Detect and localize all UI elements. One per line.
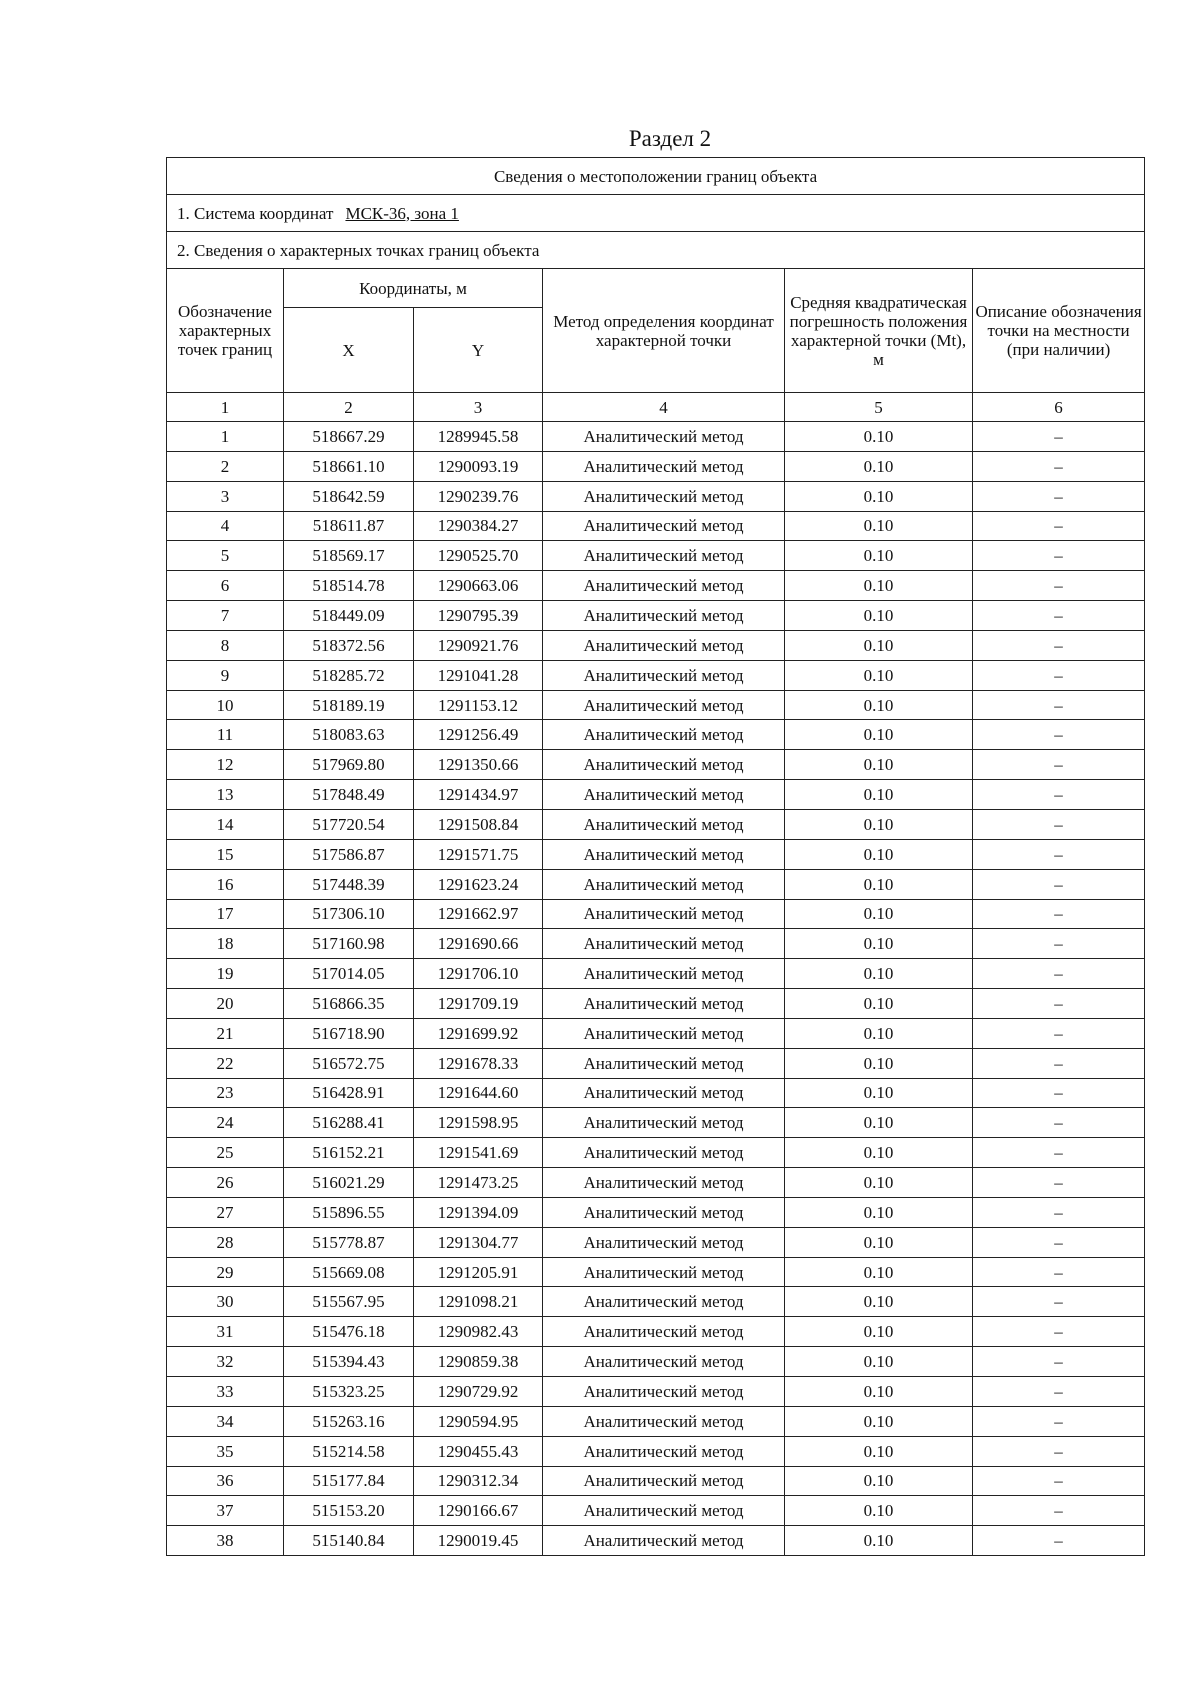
point-id-cell: 4 xyxy=(167,511,284,541)
table-row xyxy=(167,1526,1145,1556)
error-cell: 0.10 xyxy=(785,541,973,571)
description-cell: – xyxy=(973,1287,1145,1317)
error-cell: 0.10 xyxy=(785,750,973,780)
description-cell: – xyxy=(973,1108,1145,1138)
error-cell: 0.10 xyxy=(785,869,973,899)
header-method: Метод определения координат характерной точки xyxy=(543,269,785,393)
x-coord-cell: 515263.16 xyxy=(284,1406,414,1436)
x-coord-cell: 515669.08 xyxy=(284,1257,414,1287)
y-coord-cell: 1291644.60 xyxy=(414,1078,543,1108)
point-id-cell: 19 xyxy=(167,959,284,989)
x-coord-cell: 515153.20 xyxy=(284,1496,414,1526)
y-coord-cell: 1291699.92 xyxy=(414,1018,543,1048)
point-id-cell: 8 xyxy=(167,630,284,660)
method-cell: Аналитический метод xyxy=(543,690,785,720)
description-cell: – xyxy=(973,1048,1145,1078)
y-coord-cell: 1290663.06 xyxy=(414,571,543,601)
error-cell: 0.10 xyxy=(785,1018,973,1048)
y-coord-cell: 1291394.09 xyxy=(414,1197,543,1227)
table-row xyxy=(167,809,1145,839)
y-coord-cell: 1290525.70 xyxy=(414,541,543,571)
x-coord-cell: 516718.90 xyxy=(284,1018,414,1048)
table-row xyxy=(167,1257,1145,1287)
point-id-cell: 17 xyxy=(167,899,284,929)
point-id-cell: 10 xyxy=(167,690,284,720)
y-coord-cell: 1291508.84 xyxy=(414,809,543,839)
error-cell: 0.10 xyxy=(785,1287,973,1317)
point-id-cell: 6 xyxy=(167,571,284,601)
error-cell: 0.10 xyxy=(785,929,973,959)
method-cell: Аналитический метод xyxy=(543,601,785,631)
error-cell: 0.10 xyxy=(785,601,973,631)
method-cell: Аналитический метод xyxy=(543,1197,785,1227)
error-cell: 0.10 xyxy=(785,660,973,690)
method-cell: Аналитический метод xyxy=(543,1496,785,1526)
method-cell: Аналитический метод xyxy=(543,1317,785,1347)
table-row xyxy=(167,1377,1145,1407)
y-coord-cell: 1290594.95 xyxy=(414,1406,543,1436)
description-cell: – xyxy=(973,1197,1145,1227)
x-coord-cell: 517448.39 xyxy=(284,869,414,899)
table-row xyxy=(167,690,1145,720)
description-cell: – xyxy=(973,1347,1145,1377)
y-coord-cell: 1290729.92 xyxy=(414,1377,543,1407)
point-id-cell: 3 xyxy=(167,481,284,511)
point-id-cell: 18 xyxy=(167,929,284,959)
point-id-cell: 30 xyxy=(167,1287,284,1317)
point-id-cell: 13 xyxy=(167,780,284,810)
method-cell: Аналитический метод xyxy=(543,959,785,989)
error-cell: 0.10 xyxy=(785,1078,973,1108)
header-error: Средняя квадратическая погрешность положения характерной точки (Mt), м xyxy=(785,269,973,393)
method-cell: Аналитический метод xyxy=(543,1048,785,1078)
description-cell: – xyxy=(973,1257,1145,1287)
table-row xyxy=(167,571,1145,601)
banner-title: Сведения о местоположении границ объекта xyxy=(167,158,1145,195)
error-cell: 0.10 xyxy=(785,720,973,750)
x-coord-cell: 517586.87 xyxy=(284,839,414,869)
error-cell: 0.10 xyxy=(785,1227,973,1257)
y-coord-cell: 1289945.58 xyxy=(414,422,543,452)
y-coord-cell: 1290312.34 xyxy=(414,1466,543,1496)
method-cell: Аналитический метод xyxy=(543,989,785,1019)
point-id-cell: 9 xyxy=(167,660,284,690)
method-cell: Аналитический метод xyxy=(543,899,785,929)
description-cell: – xyxy=(973,809,1145,839)
error-cell: 0.10 xyxy=(785,1197,973,1227)
table-row xyxy=(167,541,1145,571)
x-coord-cell: 515778.87 xyxy=(284,1227,414,1257)
y-coord-cell: 1290093.19 xyxy=(414,451,543,481)
x-coord-cell: 516866.35 xyxy=(284,989,414,1019)
point-id-cell: 12 xyxy=(167,750,284,780)
y-coord-cell: 1290795.39 xyxy=(414,601,543,631)
column-number: 1 xyxy=(167,393,284,422)
method-cell: Аналитический метод xyxy=(543,869,785,899)
y-coord-cell: 1290921.76 xyxy=(414,630,543,660)
x-coord-cell: 516021.29 xyxy=(284,1168,414,1198)
table-row xyxy=(167,451,1145,481)
error-cell: 0.10 xyxy=(785,690,973,720)
method-cell: Аналитический метод xyxy=(543,1377,785,1407)
description-cell: – xyxy=(973,1526,1145,1556)
point-id-cell: 26 xyxy=(167,1168,284,1198)
x-coord-cell: 515214.58 xyxy=(284,1436,414,1466)
table-row xyxy=(167,1466,1145,1496)
x-coord-cell: 516428.91 xyxy=(284,1078,414,1108)
point-id-cell: 2 xyxy=(167,451,284,481)
point-id-cell: 22 xyxy=(167,1048,284,1078)
point-id-cell: 34 xyxy=(167,1406,284,1436)
point-id-cell: 37 xyxy=(167,1496,284,1526)
header-coords: Координаты, м xyxy=(284,269,543,308)
point-id-cell: 21 xyxy=(167,1018,284,1048)
point-id-cell: 15 xyxy=(167,839,284,869)
method-cell: Аналитический метод xyxy=(543,630,785,660)
x-coord-cell: 517848.49 xyxy=(284,780,414,810)
error-cell: 0.10 xyxy=(785,1108,973,1138)
method-cell: Аналитический метод xyxy=(543,1168,785,1198)
y-coord-cell: 1291098.21 xyxy=(414,1287,543,1317)
description-cell: – xyxy=(973,869,1145,899)
y-coord-cell: 1291473.25 xyxy=(414,1168,543,1198)
table-row xyxy=(167,1078,1145,1108)
y-coord-cell: 1291571.75 xyxy=(414,839,543,869)
error-cell: 0.10 xyxy=(785,959,973,989)
point-id-cell: 29 xyxy=(167,1257,284,1287)
column-number: 6 xyxy=(973,393,1145,422)
y-coord-cell: 1290982.43 xyxy=(414,1317,543,1347)
x-coord-cell: 515140.84 xyxy=(284,1526,414,1556)
y-coord-cell: 1291205.91 xyxy=(414,1257,543,1287)
method-cell: Аналитический метод xyxy=(543,1018,785,1048)
point-id-cell: 16 xyxy=(167,869,284,899)
table-row xyxy=(167,1227,1145,1257)
error-cell: 0.10 xyxy=(785,1168,973,1198)
coord-system-value: МСК-36, зона 1 xyxy=(345,203,459,223)
error-cell: 0.10 xyxy=(785,1466,973,1496)
y-coord-cell: 1291256.49 xyxy=(414,720,543,750)
description-cell: – xyxy=(973,1377,1145,1407)
method-cell: Аналитический метод xyxy=(543,1466,785,1496)
y-coord-cell: 1291678.33 xyxy=(414,1048,543,1078)
table-row xyxy=(167,959,1145,989)
y-coord-cell: 1291434.97 xyxy=(414,780,543,810)
description-cell: – xyxy=(973,1168,1145,1198)
error-cell: 0.10 xyxy=(785,899,973,929)
method-cell: Аналитический метод xyxy=(543,1436,785,1466)
column-number: 3 xyxy=(414,393,543,422)
method-cell: Аналитический метод xyxy=(543,511,785,541)
description-cell: – xyxy=(973,1406,1145,1436)
point-id-cell: 32 xyxy=(167,1347,284,1377)
error-cell: 0.10 xyxy=(785,630,973,660)
description-cell: – xyxy=(973,899,1145,929)
method-cell: Аналитический метод xyxy=(543,809,785,839)
x-coord-cell: 518449.09 xyxy=(284,601,414,631)
method-cell: Аналитический метод xyxy=(543,780,785,810)
y-coord-cell: 1291350.66 xyxy=(414,750,543,780)
y-coord-cell: 1291706.10 xyxy=(414,959,543,989)
y-coord-cell: 1291153.12 xyxy=(414,690,543,720)
x-coord-cell: 518083.63 xyxy=(284,720,414,750)
table-row xyxy=(167,601,1145,631)
description-cell: – xyxy=(973,541,1145,571)
table-row xyxy=(167,1406,1145,1436)
point-id-cell: 28 xyxy=(167,1227,284,1257)
point-id-cell: 35 xyxy=(167,1436,284,1466)
y-coord-cell: 1291598.95 xyxy=(414,1108,543,1138)
table-row xyxy=(167,750,1145,780)
error-cell: 0.10 xyxy=(785,1526,973,1556)
method-cell: Аналитический метод xyxy=(543,660,785,690)
x-coord-cell: 518285.72 xyxy=(284,660,414,690)
column-number: 2 xyxy=(284,393,414,422)
x-coord-cell: 517014.05 xyxy=(284,959,414,989)
point-id-cell: 24 xyxy=(167,1108,284,1138)
y-coord-cell: 1290859.38 xyxy=(414,1347,543,1377)
point-id-cell: 27 xyxy=(167,1197,284,1227)
method-cell: Аналитический метод xyxy=(543,750,785,780)
y-coord-cell: 1291623.24 xyxy=(414,869,543,899)
method-cell: Аналитический метод xyxy=(543,1108,785,1138)
error-cell: 0.10 xyxy=(785,989,973,1019)
point-id-cell: 20 xyxy=(167,989,284,1019)
method-cell: Аналитический метод xyxy=(543,1227,785,1257)
y-coord-cell: 1291304.77 xyxy=(414,1227,543,1257)
table-row xyxy=(167,422,1145,452)
header-row-1 xyxy=(167,269,1145,308)
table-row xyxy=(167,1347,1145,1377)
description-cell: – xyxy=(973,1018,1145,1048)
description-cell: – xyxy=(973,839,1145,869)
x-coord-cell: 517969.80 xyxy=(284,750,414,780)
x-coord-cell: 515323.25 xyxy=(284,1377,414,1407)
y-coord-cell: 1291709.19 xyxy=(414,989,543,1019)
table-row xyxy=(167,630,1145,660)
table-row xyxy=(167,1138,1145,1168)
table-row xyxy=(167,1436,1145,1466)
y-coord-cell: 1291690.66 xyxy=(414,929,543,959)
description-cell: – xyxy=(973,690,1145,720)
point-id-cell: 25 xyxy=(167,1138,284,1168)
error-cell: 0.10 xyxy=(785,1436,973,1466)
method-cell: Аналитический метод xyxy=(543,929,785,959)
description-cell: – xyxy=(973,989,1145,1019)
method-cell: Аналитический метод xyxy=(543,1257,785,1287)
description-cell: – xyxy=(973,660,1145,690)
y-coord-cell: 1291662.97 xyxy=(414,899,543,929)
column-number: 4 xyxy=(543,393,785,422)
point-id-cell: 14 xyxy=(167,809,284,839)
description-cell: – xyxy=(973,959,1145,989)
description-cell: – xyxy=(973,1227,1145,1257)
description-cell: – xyxy=(973,929,1145,959)
point-id-cell: 38 xyxy=(167,1526,284,1556)
point-id-cell: 33 xyxy=(167,1377,284,1407)
description-cell: – xyxy=(973,1138,1145,1168)
header-y: Y xyxy=(414,308,543,393)
error-cell: 0.10 xyxy=(785,451,973,481)
error-cell: 0.10 xyxy=(785,1406,973,1436)
method-cell: Аналитический метод xyxy=(543,720,785,750)
x-coord-cell: 518661.10 xyxy=(284,451,414,481)
table-row xyxy=(167,511,1145,541)
coord-system-label: 1. Система координат xyxy=(177,203,334,223)
table-row xyxy=(167,481,1145,511)
description-cell: – xyxy=(973,780,1145,810)
table-row xyxy=(167,1287,1145,1317)
y-coord-cell: 1290019.45 xyxy=(414,1526,543,1556)
description-cell: – xyxy=(973,451,1145,481)
error-cell: 0.10 xyxy=(785,511,973,541)
table-row xyxy=(167,1317,1145,1347)
error-cell: 0.10 xyxy=(785,1377,973,1407)
method-cell: Аналитический метод xyxy=(543,541,785,571)
header-point-id: Обозначение характерных точек границ xyxy=(167,269,284,393)
table-row xyxy=(167,899,1145,929)
table-row xyxy=(167,660,1145,690)
error-cell: 0.10 xyxy=(785,1257,973,1287)
points-heading: 2. Сведения о характерных точках границ объекта xyxy=(167,232,1145,269)
description-cell: – xyxy=(973,720,1145,750)
method-cell: Аналитический метод xyxy=(543,1138,785,1168)
table-row xyxy=(167,869,1145,899)
error-cell: 0.10 xyxy=(785,839,973,869)
x-coord-cell: 517160.98 xyxy=(284,929,414,959)
x-coord-cell: 518189.19 xyxy=(284,690,414,720)
x-coord-cell: 518372.56 xyxy=(284,630,414,660)
x-coord-cell: 515177.84 xyxy=(284,1466,414,1496)
table-row xyxy=(167,929,1145,959)
point-id-cell: 1 xyxy=(167,422,284,452)
x-coord-cell: 515567.95 xyxy=(284,1287,414,1317)
x-coord-cell: 515394.43 xyxy=(284,1347,414,1377)
coord-system-row xyxy=(167,195,1145,232)
error-cell: 0.10 xyxy=(785,1347,973,1377)
error-cell: 0.10 xyxy=(785,809,973,839)
column-number-row xyxy=(167,393,1145,422)
column-number: 5 xyxy=(785,393,973,422)
section-title: Раздел 2 xyxy=(628,126,712,151)
table-row xyxy=(167,1197,1145,1227)
point-id-cell: 31 xyxy=(167,1317,284,1347)
x-coord-cell: 517720.54 xyxy=(284,809,414,839)
y-coord-cell: 1291041.28 xyxy=(414,660,543,690)
error-cell: 0.10 xyxy=(785,1048,973,1078)
x-coord-cell: 515476.18 xyxy=(284,1317,414,1347)
table-row xyxy=(167,839,1145,869)
method-cell: Аналитический метод xyxy=(543,1347,785,1377)
table-row xyxy=(167,1496,1145,1526)
table-row xyxy=(167,1048,1145,1078)
method-cell: Аналитический метод xyxy=(543,451,785,481)
error-cell: 0.10 xyxy=(785,1317,973,1347)
x-coord-cell: 516572.75 xyxy=(284,1048,414,1078)
banner-row xyxy=(167,158,1145,195)
x-coord-cell: 518642.59 xyxy=(284,481,414,511)
method-cell: Аналитический метод xyxy=(543,1526,785,1556)
x-coord-cell: 515896.55 xyxy=(284,1197,414,1227)
method-cell: Аналитический метод xyxy=(543,1287,785,1317)
method-cell: Аналитический метод xyxy=(543,1078,785,1108)
y-coord-cell: 1291541.69 xyxy=(414,1138,543,1168)
error-cell: 0.10 xyxy=(785,780,973,810)
x-coord-cell: 518667.29 xyxy=(284,422,414,452)
description-cell: – xyxy=(973,481,1145,511)
y-coord-cell: 1290239.76 xyxy=(414,481,543,511)
description-cell: – xyxy=(973,601,1145,631)
description-cell: – xyxy=(973,1466,1145,1496)
method-cell: Аналитический метод xyxy=(543,1406,785,1436)
error-cell: 0.10 xyxy=(785,481,973,511)
description-cell: – xyxy=(973,750,1145,780)
y-coord-cell: 1290455.43 xyxy=(414,1436,543,1466)
method-cell: Аналитический метод xyxy=(543,481,785,511)
description-cell: – xyxy=(973,1317,1145,1347)
points-table-body xyxy=(167,422,1145,1556)
method-cell: Аналитический метод xyxy=(543,839,785,869)
boundary-table xyxy=(166,157,1145,1556)
description-cell: – xyxy=(973,571,1145,601)
x-coord-cell: 516288.41 xyxy=(284,1108,414,1138)
description-cell: – xyxy=(973,422,1145,452)
method-cell: Аналитический метод xyxy=(543,422,785,452)
table-row xyxy=(167,989,1145,1019)
description-cell: – xyxy=(973,1496,1145,1526)
table-row xyxy=(167,1168,1145,1198)
error-cell: 0.10 xyxy=(785,422,973,452)
point-id-cell: 11 xyxy=(167,720,284,750)
x-coord-cell: 517306.10 xyxy=(284,899,414,929)
description-cell: – xyxy=(973,511,1145,541)
point-id-cell: 36 xyxy=(167,1466,284,1496)
point-id-cell: 23 xyxy=(167,1078,284,1108)
points-heading-row xyxy=(167,232,1145,269)
description-cell: – xyxy=(973,1078,1145,1108)
error-cell: 0.10 xyxy=(785,1496,973,1526)
table-row xyxy=(167,720,1145,750)
method-cell: Аналитический метод xyxy=(543,571,785,601)
x-coord-cell: 518514.78 xyxy=(284,571,414,601)
error-cell: 0.10 xyxy=(785,1138,973,1168)
table-row xyxy=(167,1108,1145,1138)
header-x: X xyxy=(284,308,414,393)
x-coord-cell: 516152.21 xyxy=(284,1138,414,1168)
error-cell: 0.10 xyxy=(785,571,973,601)
y-coord-cell: 1290384.27 xyxy=(414,511,543,541)
description-cell: – xyxy=(973,630,1145,660)
y-coord-cell: 1290166.67 xyxy=(414,1496,543,1526)
x-coord-cell: 518611.87 xyxy=(284,511,414,541)
table-row xyxy=(167,1018,1145,1048)
description-cell: – xyxy=(973,1436,1145,1466)
point-id-cell: 7 xyxy=(167,601,284,631)
point-id-cell: 5 xyxy=(167,541,284,571)
header-description: Описание обозначения точки на местности (при наличии) xyxy=(973,269,1145,393)
x-coord-cell: 518569.17 xyxy=(284,541,414,571)
table-row xyxy=(167,780,1145,810)
